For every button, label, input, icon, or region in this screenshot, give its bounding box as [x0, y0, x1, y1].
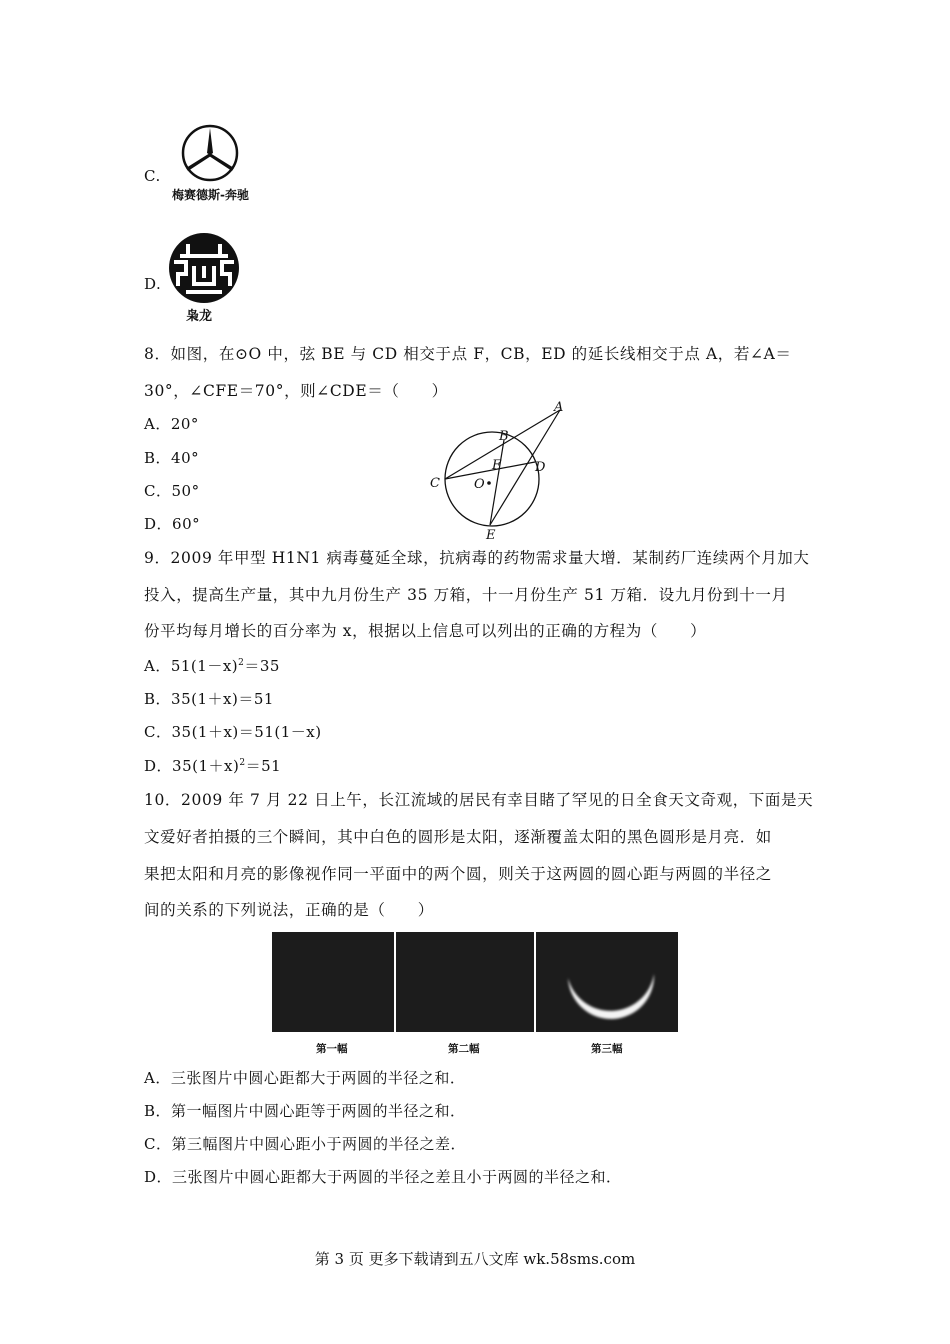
q9-option-c: C．35(1＋x)＝51(1－x): [144, 723, 322, 741]
q10-stem-line2: 文爱好者拍摄的三个瞬间，其中白色的圆形是太阳，逐渐覆盖太阳的黑色圆形是月亮．如: [144, 828, 772, 846]
q8-circle-figure: [420, 396, 580, 543]
label-c: C: [430, 476, 440, 491]
q9-stem-line1: 9．2009 年甲型 H1N1 病毒蔓延全球，抗病毒的药物需求量大增．某制药厂连续两个月加大: [144, 549, 810, 567]
q10-option-a: A．三张图片中圆心距都大于两圆的半径之和．: [144, 1069, 466, 1087]
q10-stem-line1: 10．2009 年 7 月 22 日上午，长江流域的居民有幸目睹了罕见的日全食天文奇观，下面是天: [144, 791, 814, 809]
photo-1-frame: [272, 932, 394, 1032]
q10-stem-line3: 果把太阳和月亮的影像视作同一平面中的两个圆，则关于这两圆的圆心距与两圆的半径之: [144, 865, 772, 883]
label-d: D: [535, 460, 546, 475]
label-o: O: [474, 477, 485, 492]
q10-option-d: D．三张图片中圆心距都大于两圆的半径之差且小于两圆的半径之和．: [144, 1168, 622, 1186]
photo-2-frame: [396, 932, 534, 1032]
q8-stem-line1: 8．如图，在⊙O 中，弦 BE 与 CD 相交于点 F，CB，ED 的延长线相交于点 A，若∠A＝: [144, 345, 792, 363]
mercedes-caption: 梅赛德斯-奔驰: [172, 188, 249, 202]
q9-option-b: B．35(1＋x)＝51: [144, 690, 274, 708]
eclipse-photos: [270, 930, 680, 1034]
q9-stem-line3: 份平均每月增长的百分率为 x，根据以上信息可以列出的正确的方程为（ ）: [144, 622, 707, 640]
photo-2-caption: 第二幅: [448, 1043, 480, 1055]
mercedes-logo-icon: [180, 124, 244, 184]
q8-stem-line2: 30°，∠CFE＝70°，则∠CDE＝（ ）: [144, 382, 448, 400]
q9-stem-line2: 投入，提高生产量，其中九月份生产 35 万箱，十一月份生产 51 万箱．设九月份到十一月: [144, 586, 788, 604]
q8-option-d: D．60°: [144, 515, 201, 533]
option-d-label: D.: [144, 275, 162, 293]
center-dot: [487, 481, 491, 485]
q8-option-b: B．40°: [144, 449, 200, 467]
xiaolong-logo-icon: [166, 232, 242, 306]
page-footer: 第 3 页 更多下载请到五八文库 wk.58sms.com: [314, 1250, 636, 1268]
q9-option-d: D．$35(1+x)^2=51$: [144, 757, 282, 775]
option-c-label: C.: [144, 167, 161, 185]
photo-3-caption: 第三幅: [591, 1043, 623, 1055]
q9-option-a: A．$51(1-x)^2=35$: [144, 657, 280, 675]
q10-option-c: C．第三幅图片中圆心距小于两圆的半径之差．: [144, 1135, 466, 1153]
label-b: B: [499, 429, 509, 444]
q10-option-b: B．第一幅图片中圆心距等于两圆的半径之和．: [144, 1102, 466, 1120]
label-a: A: [554, 400, 564, 415]
photo-1-caption: 第一幅: [316, 1043, 348, 1055]
q10-stem-line4: 间的关系的下列说法，正确的是（ ）: [144, 901, 434, 919]
chord-be: [490, 440, 504, 525]
label-e: E: [486, 528, 496, 543]
q8-option-a: A．20°: [144, 415, 199, 433]
label-f: F: [492, 458, 502, 473]
xiaolong-caption: 枭龙: [186, 309, 213, 324]
q8-option-c: C．50°: [144, 482, 200, 500]
